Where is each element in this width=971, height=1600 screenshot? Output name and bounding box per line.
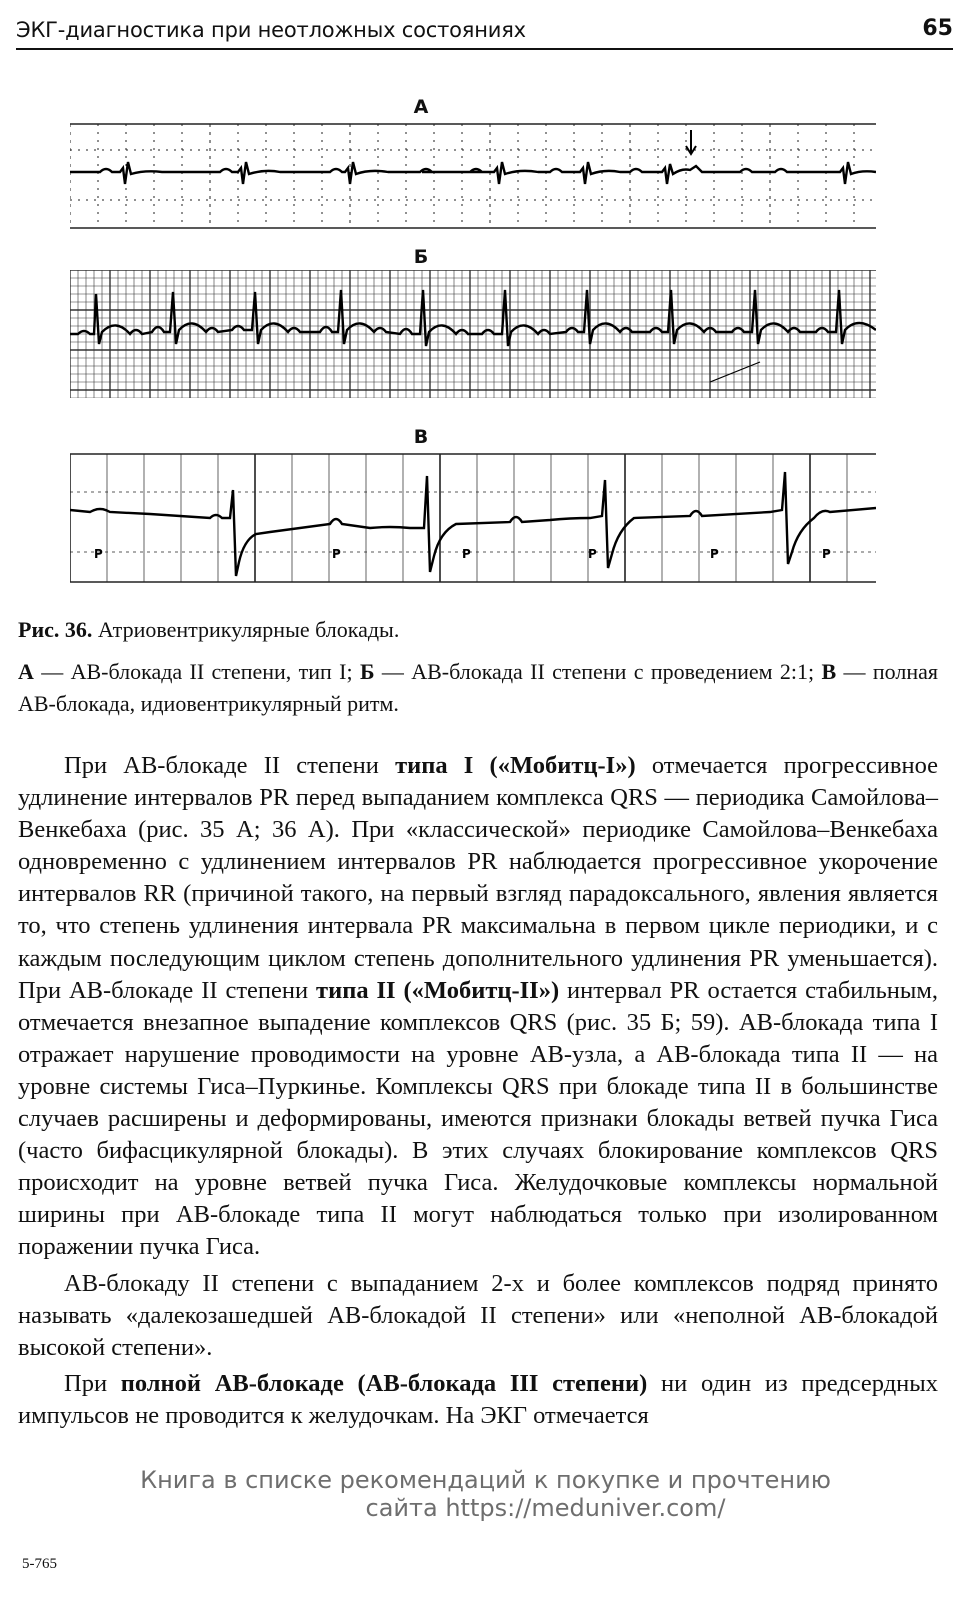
watermark-line-2: сайта https://meduniver.com/	[365, 1494, 726, 1522]
ecg-strip-b	[70, 270, 876, 398]
watermark	[0, 1466, 971, 1522]
legend-b-text: — АВ-блокада II степени с проведением 2:1;	[374, 659, 822, 684]
p-wave-label: P	[94, 547, 103, 561]
legend-b-label: Б	[359, 659, 375, 684]
body-text	[18, 750, 938, 1432]
running-header	[16, 14, 953, 50]
ecg-strip-c	[70, 452, 876, 584]
watermark-line-1: Книга в списке рекомендаций к покупке и прочтению	[140, 1466, 831, 1494]
legend-a-label: А	[18, 659, 34, 684]
caption-title: Рис. 36.	[18, 617, 93, 642]
p-wave-label: P	[822, 547, 831, 561]
page-number: 65	[922, 16, 953, 41]
panel-c-label: В	[413, 426, 429, 448]
caption-text: Атриовентрикулярные блокады.	[92, 617, 400, 642]
p-wave-label: P	[462, 547, 471, 561]
legend-a-text: — АВ-блокада II степени, тип I;	[33, 659, 360, 684]
p-wave-label: P	[588, 547, 597, 561]
legend-c-text: — полная АВ-блокада, идиовентрикулярный ритм.	[18, 659, 938, 716]
paragraph-3: При полной АВ-блокаде (АВ-блокада III степени) ни один из предсердных импульсов не проводится к желудочкам. На ЭКГ отмечается	[18, 1369, 939, 1429]
p-wave-label: P	[332, 547, 341, 561]
ecg-strip-a	[70, 122, 876, 230]
panel-a-label: А	[413, 96, 429, 118]
signature-mark: 5-765	[22, 1556, 57, 1572]
paragraph-1: При АВ-блокаде II степени типа I («Мобитц-I») отмечается прогрессивное удлинение интервалов PR перед выпаданием комплекса QRS — периодика Самойлова–Венкебаха (рис. 35 А; 36 А). При «классической» периодике Самойлова–Венкебаха одновременно с удлинением интервалов PR наблюдается прогрессивное укорочение интервалов RR (причиной такого, на первый взгляд парадоксального, явления является то, что степень удлинения интервала PR максимальна в первом цикле периодики, и с каждым последующим циклом степень дополнительного удлинения PR уменьшается). При АВ-блокаде II степени типа II («Мобитц-II») интервал PR остается стабильным, отмечается внезапное выпадение комплексов QRS (рис. 35 Б; 59). АВ-блокада типа I отражает нарушение проводимости на уровне АВ-узла, а АВ-блокада типа II — на уровне системы Гиса–Пуркинье. Комплексы QRS при блокаде типа II в большинстве случаев расширены и деформированы, имеются признаки блокады ветвей пучка Гиса (часто бифасцикулярной блокады). В этих случаях блокирование комплексов QRS происходит на уровне ветвей пучка Гиса. Желудочковые комплексы нормальной ширины при АВ-блокаде типа II могут наблюдаться только при изолированном поражении пучка Гиса.	[18, 752, 939, 1261]
legend-c-label: В	[821, 659, 837, 684]
p-wave-label: P	[710, 547, 719, 561]
figure-caption	[18, 614, 938, 720]
paragraph-2: АВ-блокаду II степени с выпаданием 2-х и более комплексов подряд принято называть «далекозашедшей АВ-блокадой II степени» или «неполной АВ-блокадой высокой степени».	[18, 1269, 938, 1361]
panel-b-label: Б	[413, 246, 429, 268]
header-title: ЭКГ-диагностика при неотложных состояниях	[16, 18, 526, 42]
